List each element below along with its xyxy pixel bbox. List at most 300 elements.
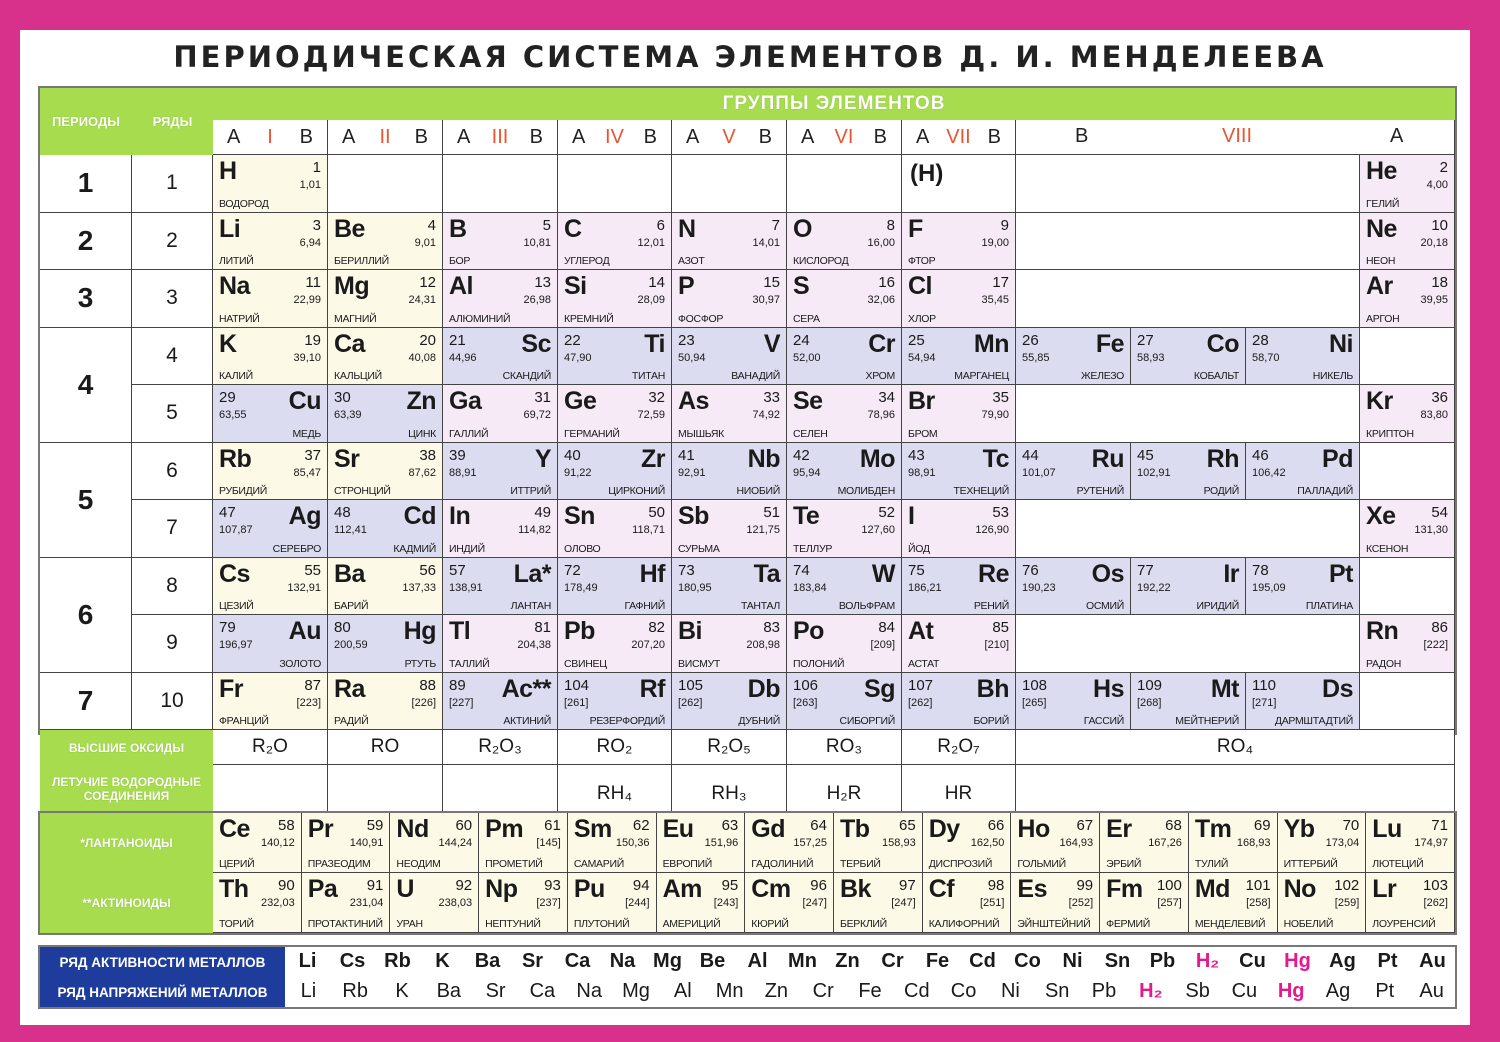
rows-header: РЯДЫ — [132, 88, 213, 155]
element-name: АСТАТ — [908, 657, 940, 670]
metal-series-item: K — [435, 950, 450, 972]
atomic-number: 81 — [534, 619, 551, 636]
atomic-number: 11 — [305, 274, 321, 291]
row-number-4: 4 — [132, 328, 213, 386]
metal-series-item: Be — [699, 950, 726, 972]
element-name: УГЛЕРОД — [564, 255, 610, 267]
atomic-mass: 52,00 — [793, 351, 821, 364]
row-number-3: 3 — [132, 270, 213, 328]
atomic-number: 54 — [1431, 504, 1448, 521]
metal-series-item: Mg — [622, 980, 650, 1002]
empty-cell — [1360, 328, 1455, 386]
element-cell-Cl — [902, 270, 1016, 328]
metal-series-item: Ca — [529, 980, 556, 1002]
element-name: СТРОНЦИЙ — [334, 485, 391, 497]
element-name: СУРЬМА — [678, 542, 720, 555]
atomic-number: 28 — [1252, 331, 1269, 349]
atomic-mass: 168,93 — [1236, 837, 1271, 849]
element-name: КСЕНОН — [1366, 542, 1409, 555]
subgroup-a-label: A — [686, 125, 700, 148]
element-cell-Ne — [1360, 213, 1455, 271]
element-name: ГАЛЛИЙ — [449, 427, 489, 440]
atomic-number: 77 — [1137, 561, 1154, 579]
subgroup-b-label: B — [873, 125, 887, 148]
element-name: КАЛИФОРНИЙ — [928, 918, 1000, 930]
element-symbol: Be — [334, 214, 365, 243]
group-header-III — [443, 120, 558, 155]
element-cell-Kr — [1360, 385, 1455, 443]
hydride-formula — [328, 765, 443, 812]
atomic-mass: 98,91 — [908, 466, 936, 479]
group-number: IV — [605, 125, 624, 148]
atomic-number: 10 — [1431, 216, 1448, 234]
atomic-mass: 183,84 — [793, 581, 827, 594]
element-name: ЛАНТАН — [510, 600, 551, 612]
atomic-mass: [262] — [678, 696, 703, 709]
metal-series-item: Pb — [1091, 980, 1117, 1002]
atomic-mass: 178,49 — [564, 581, 598, 594]
atomic-mass: 9,01 — [414, 236, 436, 249]
atomic-mass: 54,94 — [908, 351, 936, 364]
element-symbol: Tl — [449, 617, 471, 645]
element-name: ПОЛОНИЙ — [793, 657, 845, 670]
atomic-mass: 88,91 — [449, 466, 477, 479]
element-name: ГЕЛИЙ — [1366, 197, 1400, 210]
atomic-number: 12 — [419, 274, 436, 291]
atomic-mass: [145] — [536, 837, 561, 849]
atomic-mass: 196,97 — [219, 639, 253, 651]
element-cell-Cu — [213, 385, 328, 443]
element-cell-Rb — [213, 443, 328, 501]
atomic-number: 99 — [1076, 877, 1094, 894]
atomic-mass: [258] — [1246, 897, 1271, 909]
element-symbol: Sc — [521, 329, 551, 358]
group-number: III — [491, 125, 509, 148]
oxide-formula: RO₄ — [1016, 730, 1455, 765]
atomic-mass: 190,23 — [1022, 581, 1056, 594]
metal-series-item: Cr — [812, 980, 834, 1002]
element-name: БОРИЙ — [973, 715, 1009, 727]
atomic-number: 50 — [648, 504, 665, 521]
element-cell-B — [443, 213, 558, 271]
element-cell-He — [1360, 155, 1455, 213]
hydride-formula: RH₃ — [672, 765, 787, 812]
element-symbol: Si — [564, 272, 587, 300]
element-symbol: Ir — [1223, 559, 1239, 588]
lanthanides-label: *ЛАНТАНОИДЫ — [40, 813, 213, 873]
metal-series-item: Fe — [858, 980, 882, 1002]
atomic-number: 89 — [449, 676, 466, 694]
atomic-number: 47 — [219, 504, 236, 521]
element-symbol: C — [564, 214, 582, 243]
atomic-number: 100 — [1156, 877, 1182, 894]
metal-series-item: Mn — [788, 950, 817, 972]
element-symbol: Cl — [908, 272, 932, 300]
element-symbol: Ba — [334, 559, 365, 588]
atomic-mass: 121,75 — [746, 524, 780, 536]
element-name: СВИНЕЦ — [564, 657, 607, 670]
element-name: ЦЕРИЙ — [219, 858, 255, 870]
atomic-mass: [247] — [802, 897, 827, 909]
atomic-mass: 231,04 — [349, 897, 384, 909]
row-number-6: 6 — [132, 443, 213, 501]
metal-series-item: Cd — [969, 950, 996, 972]
row-number-7: 7 — [132, 500, 213, 558]
atomic-number: 44 — [1022, 446, 1039, 464]
element-cell-Ac — [443, 673, 558, 731]
group8-b-label: B — [1075, 125, 1089, 147]
atomic-number: 2 — [1439, 159, 1448, 176]
atomic-mass: [244] — [625, 897, 650, 909]
element-name: ТОРИЙ — [219, 918, 254, 930]
element-cell-Pb — [558, 615, 672, 673]
f-block-frame — [38, 811, 1457, 935]
atomic-number: 41 — [678, 446, 695, 464]
element-name: ГОЛЬМИЙ — [1017, 858, 1066, 870]
atomic-mass: 101,07 — [1022, 466, 1056, 479]
element-symbol: In — [449, 502, 471, 530]
element-name: ХРОМ — [865, 370, 895, 382]
atomic-number: 66 — [987, 817, 1005, 834]
atomic-number: 19 — [304, 331, 321, 349]
periods-header: ПЕРИОДЫ — [40, 88, 132, 155]
element-name: ЕВРОПИЙ — [662, 858, 713, 870]
element-symbol: U — [396, 875, 414, 903]
element-symbol: Ds — [1322, 674, 1353, 703]
element-name: САМАРИЙ — [573, 858, 624, 870]
element-cell-Sc — [443, 328, 558, 386]
atomic-mass: [227] — [449, 696, 474, 709]
element-symbol: Ac** — [501, 674, 551, 703]
atomic-number: 102 — [1334, 877, 1360, 894]
atomic-number: 60 — [455, 817, 473, 834]
element-name: КАЛИЙ — [219, 370, 253, 382]
element-cell-Nb — [672, 443, 787, 501]
element-cell-Ga — [443, 385, 558, 443]
atomic-number: 59 — [366, 817, 384, 834]
element-symbol: No — [1283, 875, 1316, 903]
element-symbol: Hf — [639, 559, 665, 588]
atomic-number: 68 — [1165, 817, 1182, 834]
element-name: ГЕРМАНИЙ — [564, 427, 620, 440]
atomic-mass: [237] — [536, 897, 561, 909]
row-number-9: 9 — [132, 615, 213, 673]
element-name: ЗОЛОТО — [279, 657, 321, 670]
element-name: КЮРИЙ — [751, 918, 789, 930]
element-symbol: Gd — [751, 815, 785, 843]
groups-header: ГРУППЫ ЭЛЕМЕНТОВ — [213, 88, 1455, 120]
metal-series-item: Ni — [1000, 980, 1020, 1002]
element-name: ИНДИЙ — [449, 542, 485, 555]
element-symbol: Sb — [678, 502, 709, 530]
atomic-number: 3 — [312, 216, 321, 234]
element-cell-Hs — [1016, 673, 1131, 731]
atomic-number: 103 — [1422, 877, 1448, 894]
element-cell-Tl — [443, 615, 558, 673]
element-name: ЦЕЗИЙ — [219, 600, 254, 612]
element-symbol: Md — [1194, 875, 1230, 903]
subgroup-a-label: A — [572, 125, 586, 148]
element-cell-Sb — [672, 500, 787, 558]
element-name: ЭРБИЙ — [1106, 858, 1142, 870]
atomic-number: 90 — [278, 877, 295, 894]
atomic-mass: 137,33 — [402, 581, 436, 594]
element-symbol: Am — [662, 875, 702, 903]
atomic-mass: 167,26 — [1148, 837, 1182, 849]
atomic-mass: 12,01 — [637, 236, 665, 249]
atomic-number: 96 — [810, 877, 827, 894]
element-cell-Y — [443, 443, 558, 501]
element-cell-I — [902, 500, 1016, 558]
oxide-formula: RO₃ — [787, 730, 902, 765]
atomic-mass: 72,59 — [637, 409, 665, 421]
hydride-formula: HR — [902, 765, 1016, 812]
atomic-mass: 16,00 — [867, 236, 895, 249]
atomic-mass: 74,92 — [752, 409, 780, 421]
atomic-number: 64 — [810, 817, 827, 834]
group-header-VII — [902, 120, 1016, 155]
metal-series-item: Ca — [564, 950, 591, 972]
element-name: ТЕРБИЙ — [840, 858, 881, 870]
element-cell-In — [443, 500, 558, 558]
element-cell-Au — [213, 615, 328, 673]
atomic-number: 5 — [542, 216, 551, 234]
element-symbol: Zr — [641, 444, 665, 473]
atomic-mass: 44,96 — [449, 351, 477, 364]
atomic-number: 84 — [878, 619, 895, 636]
element-symbol: S — [793, 272, 810, 300]
element-name: ТЕХНЕЦИЙ — [953, 485, 1009, 497]
element-cell-Mg — [328, 270, 443, 328]
element-symbol: Nb — [747, 444, 780, 473]
atomic-number: 38 — [419, 446, 436, 464]
element-cell-Pt — [1246, 558, 1360, 616]
atomic-mass: 162,50 — [970, 837, 1005, 849]
element-name: РЕЗЕРФОРДИЙ — [589, 715, 665, 727]
atomic-number: 75 — [908, 561, 925, 579]
atomic-mass: 92,91 — [678, 466, 706, 479]
atomic-mass: [261] — [564, 696, 589, 709]
metal-series-item: Al — [747, 950, 768, 972]
metal-series-item: H₂ — [1195, 950, 1220, 972]
atomic-mass: 79,90 — [981, 409, 1009, 421]
atomic-number: 56 — [419, 561, 436, 579]
atomic-number: 8 — [886, 216, 895, 234]
element-symbol: Sg — [864, 674, 895, 703]
element-name: АЗОТ — [678, 255, 705, 267]
atomic-number: 31 — [534, 389, 551, 406]
atomic-number: 24 — [793, 331, 810, 349]
element-name: ТАНТАЛ — [740, 600, 780, 612]
element-symbol: Re — [978, 559, 1009, 588]
metal-series-item: Na — [609, 950, 636, 972]
atomic-mass: [252] — [1068, 897, 1094, 909]
group-number: VI — [834, 125, 854, 148]
element-name: РУБИДИЙ — [219, 485, 267, 497]
empty-cell — [672, 155, 787, 213]
metal-series-item: Li — [298, 950, 317, 972]
atomic-number: 4 — [427, 216, 436, 234]
element-cell-Rh — [1131, 443, 1246, 501]
element-symbol: As — [678, 387, 709, 415]
element-name: МОЛИБДЕН — [837, 485, 895, 497]
empty-cell — [558, 155, 672, 213]
element-symbol: Au — [288, 617, 321, 645]
group-number: I — [267, 125, 273, 148]
atomic-number: 93 — [544, 877, 561, 894]
element-symbol: Cd — [403, 502, 436, 530]
element-name: ЛЮТЕЦИЙ — [1372, 858, 1424, 870]
element-name: БЕРКЛИЙ — [840, 918, 887, 930]
element-symbol: Np — [485, 875, 518, 903]
atomic-mass: 10,81 — [523, 236, 551, 249]
element-symbol: Rf — [639, 674, 665, 703]
atomic-mass: 6,94 — [299, 236, 321, 249]
metal-series-item: Ba — [436, 980, 462, 1002]
element-name: КАЛЬЦИЙ — [334, 370, 382, 382]
atomic-mass: 63,39 — [334, 409, 362, 421]
metal-series-item: Mg — [653, 950, 682, 972]
metal-series-item: Cu — [1231, 980, 1258, 1002]
element-cell-Fr — [213, 673, 328, 731]
element-cell-Pd — [1246, 443, 1360, 501]
atomic-mass: 114,82 — [518, 524, 551, 536]
element-symbol: Tm — [1194, 815, 1232, 843]
atomic-number: 37 — [304, 446, 321, 464]
hydrogen-compounds-label: ЛЕТУЧИЕ ВОДОРОДНЫЕ СОЕДИНЕНИЯ — [40, 765, 213, 812]
atomic-number: 85 — [992, 619, 1009, 636]
atomic-mass: 102,91 — [1137, 466, 1171, 479]
element-symbol: Ra — [334, 674, 365, 703]
atomic-mass: 63,55 — [219, 409, 247, 421]
element-symbol: Sn — [564, 502, 595, 530]
atomic-mass: 50,94 — [678, 351, 706, 364]
atomic-mass: 91,22 — [564, 466, 592, 479]
element-name: ГАДОЛИНИЙ — [751, 858, 814, 870]
element-symbol: Dy — [928, 815, 960, 843]
element-cell-Hf — [558, 558, 672, 616]
element-name: ФРАНЦИЙ — [219, 715, 269, 727]
atomic-number: 72 — [564, 561, 581, 579]
atomic-number: 106 — [793, 676, 819, 694]
subgroup-b-label: B — [299, 125, 313, 148]
element-cell-Be — [328, 213, 443, 271]
atomic-number: 55 — [304, 561, 321, 579]
atomic-number: 88 — [419, 676, 436, 694]
element-cell-Se — [787, 385, 902, 443]
element-name: КРИПТОН — [1366, 427, 1414, 440]
element-symbol: Fr — [219, 674, 243, 703]
element-name: ЭЙНШТЕЙНИЙ — [1017, 918, 1091, 930]
period-3: 3 — [40, 270, 132, 328]
atomic-mass: 164,93 — [1059, 837, 1094, 849]
element-name: ВОЛЬФРАМ — [838, 600, 895, 612]
element-cell-Ti — [558, 328, 672, 386]
period-7: 7 — [40, 673, 132, 731]
element-cell-As — [672, 385, 787, 443]
atomic-mass: 106,42 — [1252, 466, 1286, 479]
element-symbol: Sm — [573, 815, 612, 843]
row-number-8: 8 — [132, 558, 213, 616]
atomic-mass: 195,09 — [1252, 581, 1286, 594]
atomic-mass: 39,10 — [293, 351, 321, 364]
atomic-mass: 39,95 — [1420, 294, 1448, 306]
element-cell-Xe — [1360, 500, 1455, 558]
atomic-mass: 207,20 — [631, 639, 665, 651]
atomic-number: 71 — [1431, 817, 1448, 834]
metal-series-item: Sr — [485, 980, 506, 1002]
element-name: НОБЕЛИЙ — [1283, 918, 1334, 930]
atomic-mass: 204,38 — [517, 639, 551, 651]
element-cell-Tc — [902, 443, 1016, 501]
element-symbol: Rb — [219, 444, 252, 473]
element-cell-Ra — [328, 673, 443, 731]
metal-series-item: Rb — [342, 980, 368, 1002]
oxide-formula: R₂O₃ — [443, 730, 558, 765]
metal-series-item: Cu — [1239, 950, 1266, 972]
element-cell-N — [672, 213, 787, 271]
metal-series-item: Ag — [1325, 980, 1351, 1002]
element-name: НИКЕЛЬ — [1312, 370, 1353, 382]
element-cell-Te — [787, 500, 902, 558]
element-symbol: H — [219, 157, 237, 185]
atomic-number: 33 — [763, 389, 780, 406]
atomic-number: 83 — [763, 619, 780, 636]
atomic-mass: [271] — [1252, 696, 1277, 709]
empty-cell — [1016, 615, 1360, 673]
element-symbol: Pu — [573, 875, 605, 903]
atomic-mass: 132,91 — [287, 581, 321, 594]
atomic-mass: 55,85 — [1022, 351, 1050, 364]
metal-series-item: Al — [673, 980, 692, 1002]
atomic-number: 34 — [878, 389, 895, 406]
element-name: БЕРИЛЛИЙ — [334, 255, 389, 267]
atomic-number: 58 — [278, 817, 295, 834]
element-name: ПАЛЛАДИЙ — [1297, 485, 1353, 497]
atomic-mass: [251] — [979, 897, 1005, 909]
atomic-mass: 107,87 — [219, 524, 253, 536]
element-cell-Hg — [328, 615, 443, 673]
element-name: МАГНИЙ — [334, 312, 377, 325]
oxide-formula: R₂O₇ — [902, 730, 1016, 765]
element-cell-Al — [443, 270, 558, 328]
element-name: ИТТРИЙ — [510, 485, 551, 497]
atomic-mass: 144,24 — [438, 837, 473, 849]
element-cell-Po — [787, 615, 902, 673]
atomic-mass: 83,80 — [1420, 409, 1448, 421]
group-header-I — [213, 120, 328, 155]
oxides-label: ВЫСШИЕ ОКСИДЫ — [40, 730, 213, 765]
oxide-formula: RO₂ — [558, 730, 672, 765]
empty-cell — [1016, 155, 1360, 213]
subgroup-a-label: A — [801, 125, 815, 148]
atomic-mass: 140,12 — [261, 837, 295, 849]
element-name: ФТОР — [908, 255, 936, 267]
element-cell-At — [902, 615, 1016, 673]
element-symbol: Mn — [973, 329, 1009, 358]
element-cell-Li — [213, 213, 328, 271]
element-symbol: Sr — [334, 444, 360, 473]
empty-cell — [1360, 673, 1455, 731]
element-symbol: Bi — [678, 617, 702, 645]
atomic-mass: 157,25 — [793, 837, 827, 849]
element-name: ДИСПРОЗИЙ — [928, 858, 993, 870]
element-symbol: He — [1366, 157, 1397, 185]
metal-series-item: Cs — [339, 950, 366, 972]
atomic-mass: 28,09 — [637, 294, 665, 306]
element-name: МАРГАНЕЦ — [954, 370, 1009, 382]
atomic-number: 48 — [334, 504, 351, 521]
